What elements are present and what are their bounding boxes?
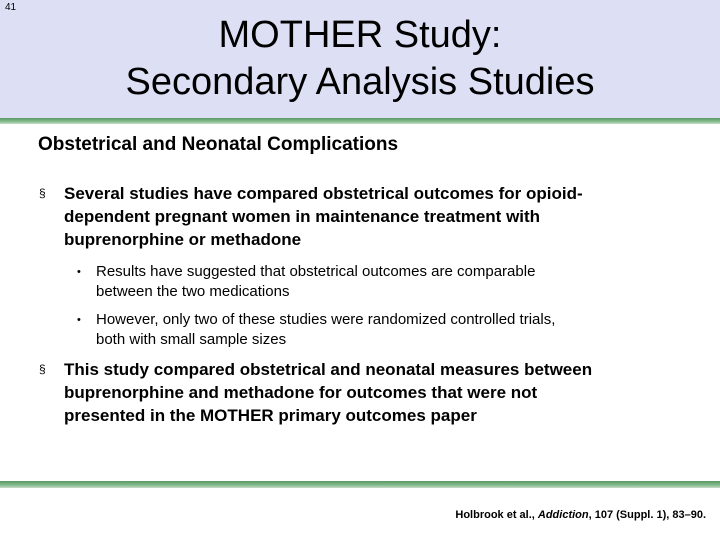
section-heading: Obstetrical and Neonatal Complications	[38, 134, 399, 155]
title-divider	[0, 118, 720, 124]
sub-bullet-item	[77, 310, 556, 350]
bullet-line: buprenorphine or methadone	[64, 230, 302, 249]
square-bullet-icon: §	[39, 362, 46, 376]
citation-authors: Holbrook et al.,	[455, 509, 538, 521]
citation-details: , 107 (Suppl. 1), 83–90.	[588, 509, 706, 521]
bullet-line: Several studies have compared obstetrical outcomes for opioid-	[64, 184, 583, 203]
citation-journal: Addiction	[537, 509, 589, 521]
bullet-line: This study compared obstetrical and neonatal measures between	[64, 360, 593, 379]
slide-number: 41	[5, 2, 17, 13]
slide-title-line-1: MOTHER Study:	[218, 14, 502, 56]
footer-divider	[0, 481, 720, 488]
bullet-line: buprenorphine and methadone for outcomes that were not	[64, 383, 538, 402]
diamond-bullet-icon: •	[77, 314, 81, 326]
bullet-item	[39, 182, 583, 251]
square-bullet-icon: §	[39, 186, 46, 200]
sub-bullet-line: between the two medications	[96, 283, 290, 300]
sub-bullet-item	[77, 262, 536, 302]
bullet-item	[39, 358, 593, 427]
diamond-bullet-icon: •	[77, 266, 81, 278]
slide-title	[60, 12, 660, 106]
sub-bullet-line: both with small sample sizes	[96, 331, 287, 348]
sub-bullet-line: However, only two of these studies were randomized controlled trials,	[96, 311, 556, 328]
bullet-line: presented in the MOTHER primary outcomes paper	[64, 406, 477, 425]
bullet-line: dependent pregnant women in maintenance treatment with	[64, 207, 541, 226]
sub-bullet-line: Results have suggested that obstetrical outcomes are comparable	[96, 263, 536, 280]
slide-title-line-2: Secondary Analysis Studies	[125, 61, 595, 103]
citation	[455, 509, 706, 521]
